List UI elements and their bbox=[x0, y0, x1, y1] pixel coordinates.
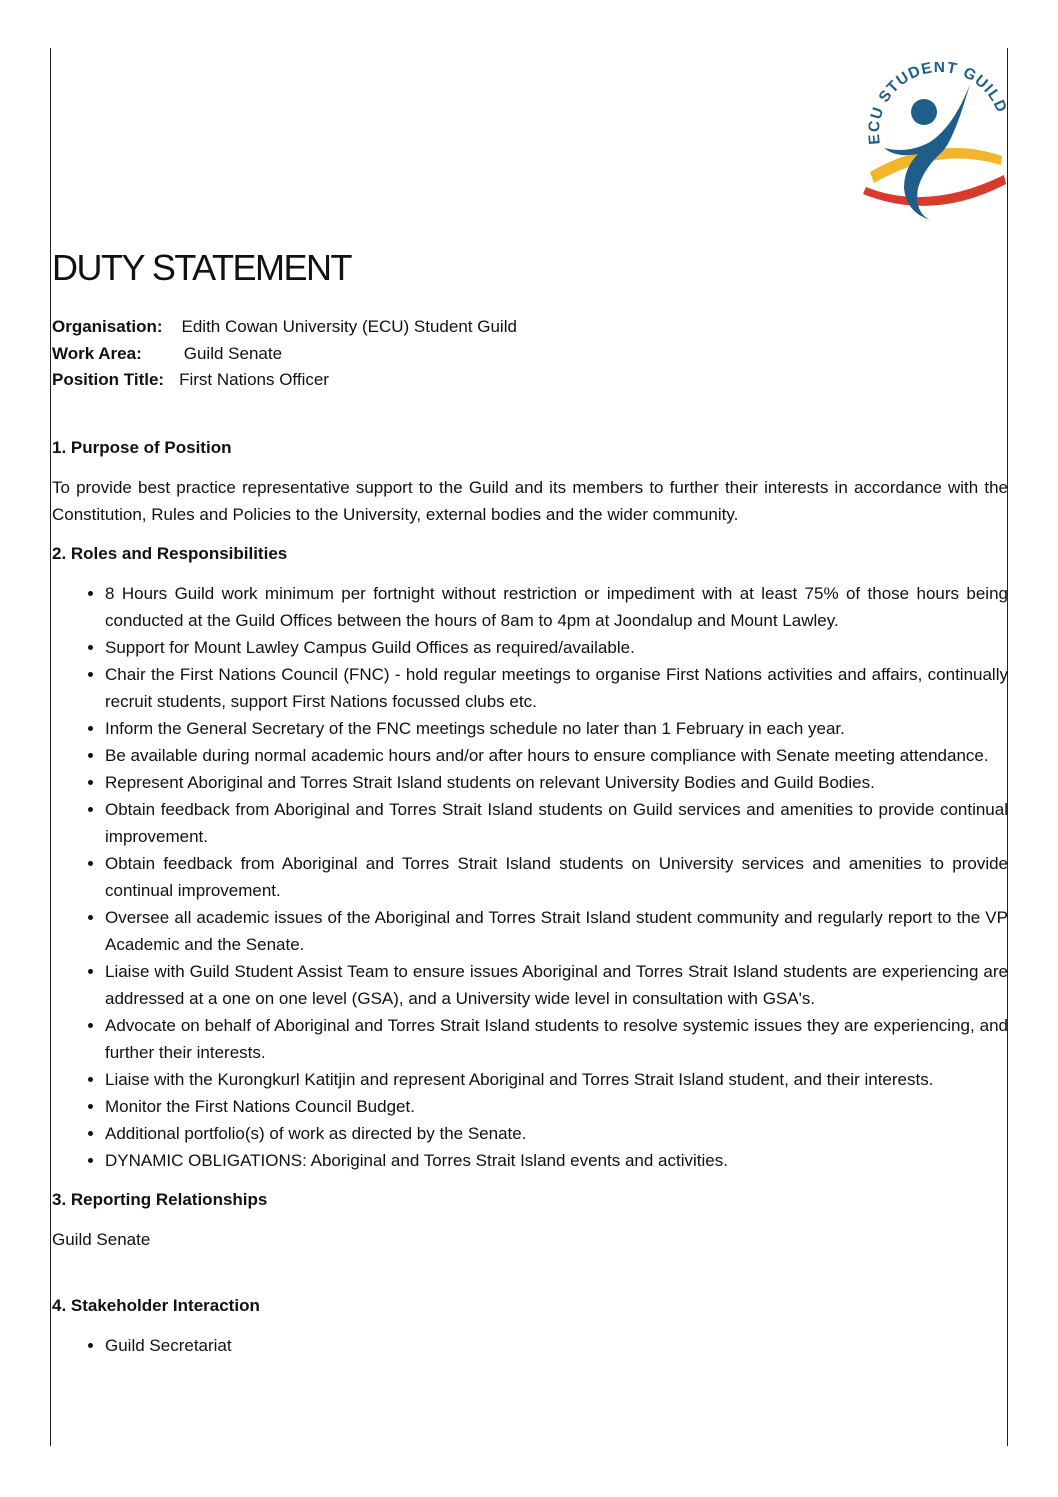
purpose-text: To provide best practice representative support to the Guild and its members to further their interests in accordance with the Constitution, Rules and Policies to the University, external bodies and the wider community. bbox=[52, 477, 1008, 524]
role-item: • Support for Mount Lawley Campus Guild Offices as required/available. bbox=[105, 634, 1008, 661]
role-item: • Oversee all academic issues of the Aboriginal and Torres Strait Island student community and regularly report to the VP Academic and the Senate. bbox=[105, 904, 1008, 958]
stakeholder-heading: 4. Stakeholder Interaction bbox=[52, 1295, 260, 1315]
roles-heading: 2. Roles and Responsibilities bbox=[52, 543, 288, 563]
organisation-label: Organisation: bbox=[52, 317, 163, 336]
role-item: • Monitor the First Nations Council Budget. bbox=[105, 1093, 1008, 1120]
position-title-row bbox=[52, 367, 1008, 394]
reporting-heading: 3. Reporting Relationships bbox=[52, 1189, 268, 1209]
role-item: • Obtain feedback from Aboriginal and Torres Strait Island students on Guild services and amenities to provide continual improvement. bbox=[105, 796, 1008, 850]
document-title: DUTY STATEMENT bbox=[52, 247, 352, 288]
work-area-value: Guild Senate bbox=[183, 343, 283, 363]
role-item: • Liaise with Guild Student Assist Team to ensure issues Aboriginal and Torres Strait Island students are experiencing are addressed at a one on one level (GSA), and a University wide level in consultation with GSA's. bbox=[105, 958, 1008, 1012]
role-item: • Represent Aboriginal and Torres Strait Island students on relevant University Bodies and Guild Bodies. bbox=[105, 769, 1008, 796]
work-area-label: Work Area: bbox=[52, 343, 142, 363]
reporting-text: Guild Senate bbox=[52, 1229, 151, 1249]
purpose-heading: 1. Purpose of Position bbox=[52, 437, 232, 457]
role-item: • 8 Hours Guild work minimum per fortnight without restriction or impediment with at least 75% of those hours being conducted at the Guild Offices between the hours of 8am to 4pm at Joondalup and Mount Lawley. bbox=[105, 580, 1008, 634]
position-title-label: Position Title: bbox=[52, 370, 165, 389]
role-item: • Inform the General Secretary of the FNC meetings schedule no later than 1 February in each year. bbox=[105, 715, 1008, 742]
organisation-row bbox=[52, 314, 1008, 341]
work-area-row bbox=[52, 341, 1008, 368]
duty-statement-document bbox=[52, 244, 1008, 1359]
roles-list bbox=[52, 580, 1008, 1174]
stakeholder-item: • Guild Secretariat bbox=[105, 1332, 1008, 1359]
ecu-student-guild-logo bbox=[858, 62, 1012, 226]
svg-text:ECU STUDENT GUILD: ECU STUDENT GUILD bbox=[865, 62, 1011, 146]
role-item: • Advocate on behalf of Aboriginal and Torres Strait Island students to resolve systemic issues they are experiencing, and further their interests. bbox=[105, 1012, 1008, 1066]
role-item: • Chair the First Nations Council (FNC) - hold regular meetings to organise First Nations activities and affairs, continually recruit students, support First Nations focussed clubs etc. bbox=[105, 661, 1008, 715]
position-title-value: First Nations Officer bbox=[179, 370, 329, 389]
stakeholder-list bbox=[52, 1332, 1008, 1359]
left-border-line bbox=[50, 48, 51, 1446]
organisation-value: Edith Cowan University (ECU) Student Guild bbox=[181, 317, 517, 336]
role-item: • Obtain feedback from Aboriginal and Torres Strait Island students on University services and amenities to provide continual improvement. bbox=[105, 850, 1008, 904]
role-item: • Additional portfolio(s) of work as directed by the Senate. bbox=[105, 1120, 1008, 1147]
role-item: • DYNAMIC OBLIGATIONS: Aboriginal and Torres Strait Island events and activities. bbox=[105, 1147, 1008, 1174]
role-item: • Liaise with the Kurongkurl Katitjin and represent Aboriginal and Torres Strait Island student, and their interests. bbox=[105, 1066, 1008, 1093]
role-item: • Be available during normal academic hours and/or after hours to ensure compliance with Senate meeting attendance. bbox=[105, 742, 1008, 769]
